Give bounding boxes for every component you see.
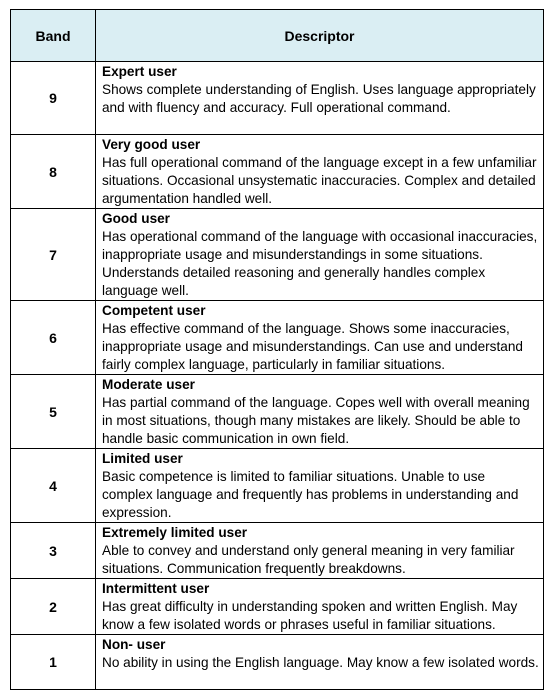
band-description: Basic competence is limited to familiar situations. Unable to use complex language and frequently has problems in understanding and expression. xyxy=(102,469,519,520)
band-title: Intermittent user xyxy=(102,581,210,596)
table-row xyxy=(11,375,544,449)
header-row xyxy=(11,10,544,62)
band-title: Competent user xyxy=(102,303,206,318)
band-number: 4 xyxy=(11,449,96,523)
table-row xyxy=(11,62,544,135)
table-row xyxy=(11,579,544,635)
band-description: No ability in using the English language. May know a few isolated words. xyxy=(102,655,539,670)
band-title: Good user xyxy=(102,211,170,226)
band-descriptor xyxy=(96,579,544,635)
band-descriptor xyxy=(96,135,544,209)
band-descriptor xyxy=(96,449,544,523)
band-descriptor xyxy=(96,523,544,579)
table-row xyxy=(11,301,544,375)
descriptor-column-header: Descriptor xyxy=(96,10,544,62)
band-description: Has great difficulty in understanding spoken and written English. May know a few isolated words or phrases useful in familiar situations. xyxy=(102,599,518,632)
band-descriptor xyxy=(96,209,544,301)
band-descriptor-table xyxy=(10,9,544,690)
band-description: Shows complete understanding of English. Uses language appropriately and with fluency and accuracy. Full operational command. xyxy=(102,82,536,115)
table-header xyxy=(11,10,544,62)
band-description: Has effective command of the language. Shows some inaccuracies, inappropriate usage and misunderstandings. Can use and understand fairly complex language, particularly in familiar situations. xyxy=(102,321,523,372)
table-row xyxy=(11,449,544,523)
band-description: Has operational command of the language with occasional inaccuracies, inappropriate usage and misunderstandings in some situations. Understands detailed reasoning and generally handles complex language well. xyxy=(102,229,538,298)
band-title: Extremely limited user xyxy=(102,525,248,540)
band-descriptor xyxy=(96,301,544,375)
band-number: 3 xyxy=(11,523,96,579)
band-description: Has full operational command of the language except in a few unfamiliar situations. Occasional unsystematic inaccuracies. Complex and detailed argumentation handled well. xyxy=(102,155,537,206)
band-title: Limited user xyxy=(102,451,183,466)
band-number: 5 xyxy=(11,375,96,449)
band-title: Non- user xyxy=(102,637,166,652)
band-number: 8 xyxy=(11,135,96,209)
band-title: Expert user xyxy=(102,64,177,79)
band-number: 9 xyxy=(11,62,96,135)
band-description: Able to convey and understand only general meaning in very familiar situations. Communication frequently breakdowns. xyxy=(102,543,515,576)
band-descriptor xyxy=(96,375,544,449)
table-row xyxy=(11,635,544,690)
band-descriptor xyxy=(96,635,544,690)
band-title: Very good user xyxy=(102,137,201,152)
band-number: 1 xyxy=(11,635,96,690)
table-body xyxy=(11,62,544,690)
band-title: Moderate user xyxy=(102,377,195,392)
band-number: 7 xyxy=(11,209,96,301)
band-description: Has partial command of the language. Copes well with overall meaning in most situations, though many mistakes are likely. Should be able to handle basic communication in own field. xyxy=(102,395,530,446)
band-number: 2 xyxy=(11,579,96,635)
table-row xyxy=(11,523,544,579)
band-descriptor xyxy=(96,62,544,135)
band-number: 6 xyxy=(11,301,96,375)
table-row xyxy=(11,209,544,301)
band-column-header: Band xyxy=(11,10,96,62)
table-row xyxy=(11,135,544,209)
